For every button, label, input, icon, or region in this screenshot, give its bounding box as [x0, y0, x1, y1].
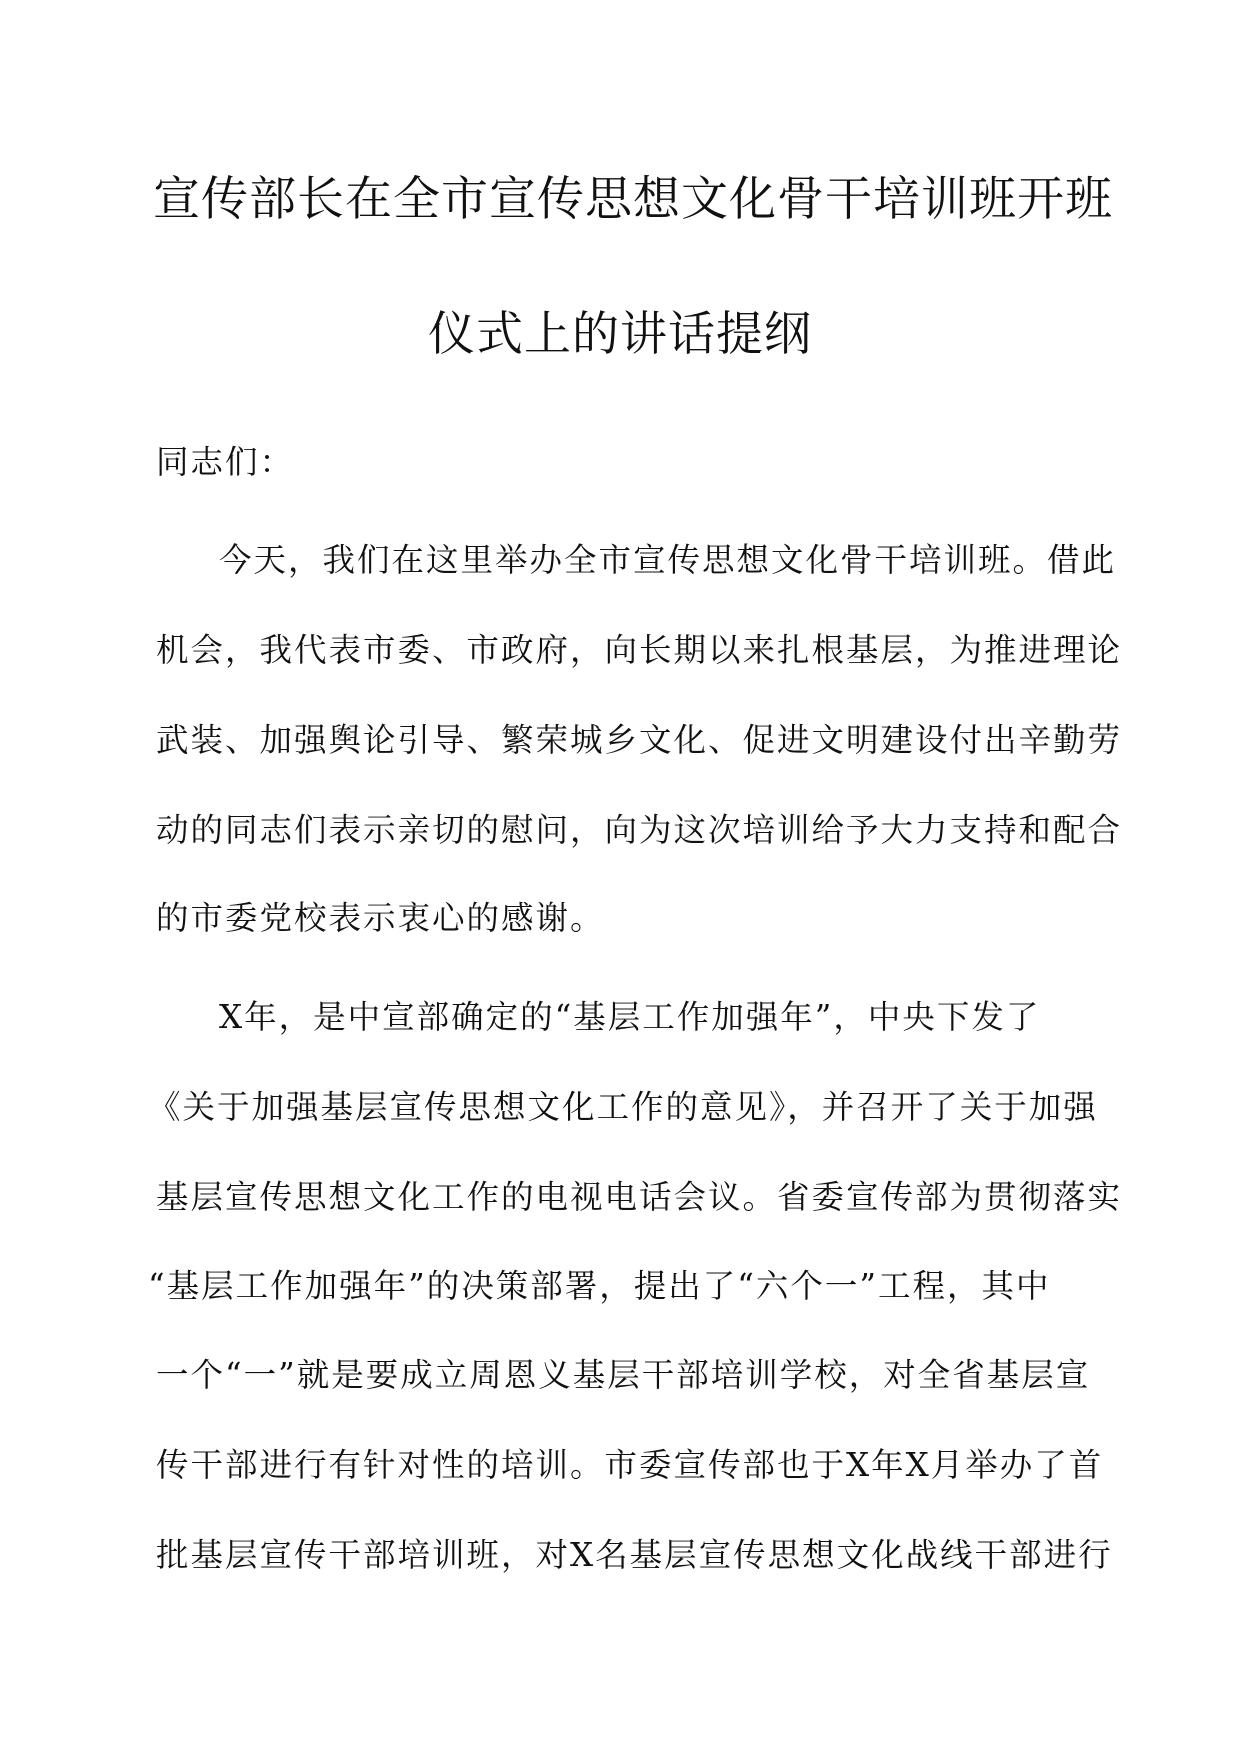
body-line: 武装、加强舆论引导、繁荣城乡文化、促进文明建设付出辛勤劳	[156, 721, 1123, 759]
salutation: 同志们：	[156, 443, 295, 481]
document-title-line-2: 仪式上的讲话提纲	[428, 307, 812, 362]
body-line: 批基层宣传干部培训班，对X名基层宣传思想文化战线干部进行	[156, 1536, 1113, 1574]
body-line: 的市委党校表示衷心的感谢。	[156, 899, 605, 937]
document-title-line-1: 宣传部长在全市宣传思想文化骨干培训班开班	[153, 172, 1113, 227]
body-line: 机会，我代表市委、市政府，向长期以来扎根基层，为推进理论	[156, 631, 1123, 669]
body-line: 传干部进行有针对性的培训。市委宣传部也于X年X月举办了首	[156, 1446, 1104, 1484]
body-line: X年，是中宣部确定的“基层工作加强年”，中央下发了	[219, 998, 1041, 1036]
body-line: “基层工作加强年”的决策部署，提出了“六个一”工程，其中	[148, 1267, 1051, 1305]
body-line: 一个“一”就是要成立周恩义基层干部培训学校，对全省基层宣	[156, 1356, 1091, 1394]
body-line: 基层宣传思想文化工作的电视电话会议。省委宣传部为贯彻落实	[156, 1178, 1123, 1216]
body-line: 今天，我们在这里举办全市宣传思想文化骨干培训班。借此	[219, 541, 1117, 579]
body-line: 《关于加强基层宣传思想文化工作的意见》，并召开了关于加强	[148, 1088, 1098, 1126]
body-line: 动的同志们表示亲切的慰问，向为这次培训给予大力支持和配合	[156, 811, 1123, 849]
